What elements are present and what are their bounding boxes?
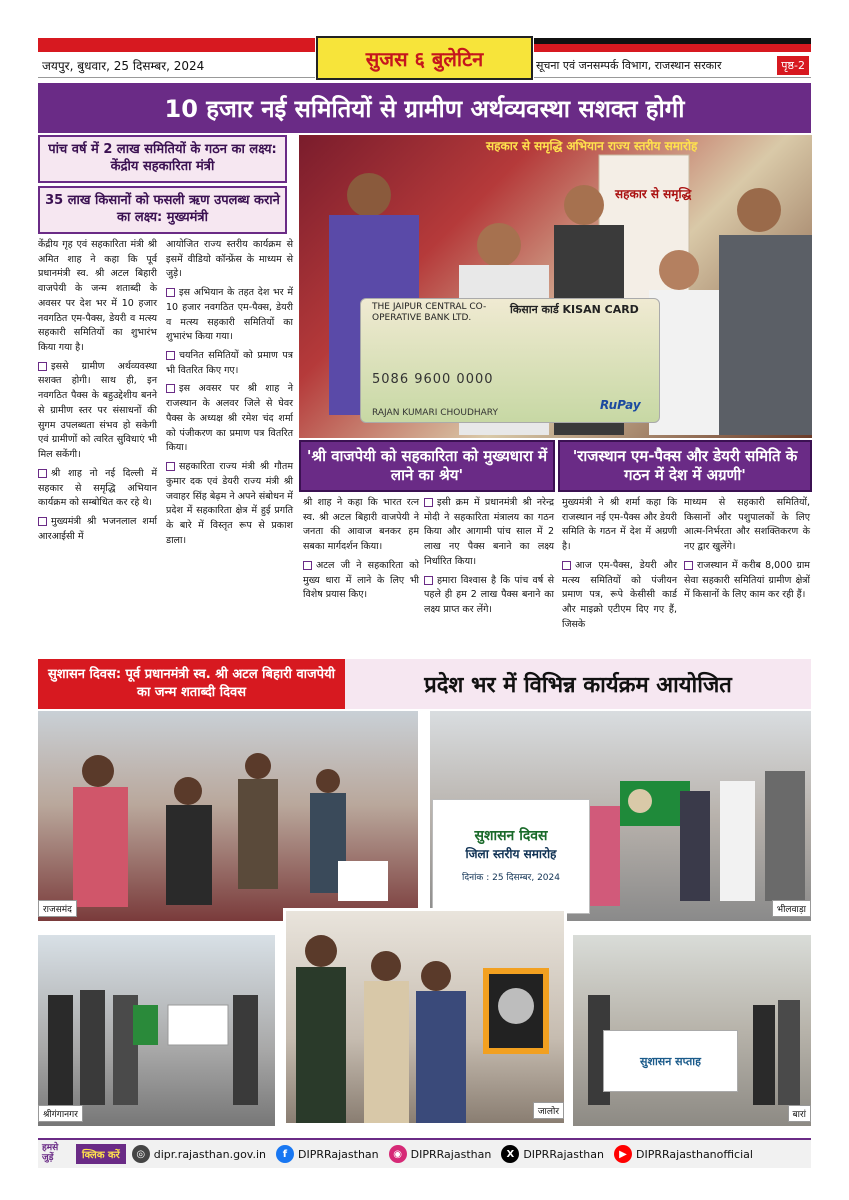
paragraph: अटल जी ने सहकारिता को मुख्य धारा में लाने के लिए भी विशेष प्रयास किए। [303,559,419,601]
card-bank-name: THE JAIPUR CENTRAL CO-OPERATIVE BANK LTD. [372,302,487,323]
article-column-2 [166,238,293,648]
square-bullet-icon [38,517,47,526]
paragraph: मुख्यमंत्री श्री भजनलाल शर्मा आरआईसी में [38,515,157,542]
square-bullet-icon [684,561,693,570]
paragraph: इस अवसर पर श्री शाह ने राजस्थान के अलवर जिले से घेवर पैक्स के अध्यक्ष श्री रमेश चंद शर्मा को पंजीकरण का प्रमाण पत्र वितरित किया। [166,383,293,454]
sushasan-saptah-banner: सुशासन सप्ताह [603,1030,738,1092]
subhead-1: पांच वर्ष में 2 लाख समितियों के गठन का लक्ष्य: केंद्रीय सहकारिता मंत्री [38,135,287,183]
subhead-2: 35 लाख किसानों को फसली ऋण उपलब्ध कराने का लक्ष्य: मुख्यमंत्री [38,186,287,234]
paragraph: इससे ग्रामीण अर्थव्यवस्था सशक्त होगी। साथ ही, इन नवगठित पैक्स के बहुउद्देशीय बनने से ग्रामीण स्तर पर संसाधनों की सुगम उपलब्धता संभव हो सकेगी एवं ग्रामीणों को त्वरित सुविधाएं भी मिल सकेंगी। [38,360,157,461]
globe-icon: ◎ [132,1145,150,1163]
photo-sriganganagar [38,935,275,1126]
banner-date: दिनांक : 25 दिसम्बर, 2024 [462,873,560,883]
facebook-icon: f [276,1145,294,1163]
square-bullet-icon [38,469,47,478]
article-column-1 [38,238,157,648]
square-bullet-icon [166,384,175,393]
paragraph: श्री शाह ने कहा कि भारत रत्न स्व. श्री अटल बिहारी वाजपेयी ने जनता की आवाज बनकर हम सबका मार्गदर्शन किया। [303,497,419,553]
square-bullet-icon [424,498,433,507]
tribute-people-illustration [286,911,567,1126]
masthead-strip-right-red [534,44,811,52]
department-name: सूचना एवं जनसम्पर्क विभाग, राजस्थान सरकार [536,59,722,72]
x-link[interactable]: X DIPRRajasthan [501,1145,604,1163]
photo-location-label: राजसमंद [38,900,77,917]
oath-people-illustration [38,711,418,921]
photo-caption: सहकार से समृद्धि अभियान राज्य स्तरीय समारोह [486,139,698,153]
photo-jalore [283,908,567,1126]
walk-people-illustration [38,935,275,1126]
square-bullet-icon [424,576,433,585]
photo-location-label: श्रीगंगानगर [38,1105,83,1122]
join-us-label: हमसे जुड़ें [42,1143,59,1163]
square-bullet-icon [166,351,175,360]
photo-location-label: जालोर [533,1102,564,1119]
facebook-link[interactable]: f DIPRRajasthan [276,1145,379,1163]
paragraph: राजस्थान में करीब 8,000 ग्राम सेवा सहकारी समितियां ग्रामीण क्षेत्रों में किसानों के लिए काम कर रही हैं। [684,559,810,601]
paragraph: इस अभियान के तहत देश भर में 10 हजार नवगठित एम-पैक्स, डेयरी व मत्स्य सहकारी समितियों का शुभारंभ किया गया। [166,287,293,343]
paragraph: माध्यम से सहकारी समितियों, किसानों और पशुपालकों के लिए आत्म-निर्भरता और सशक्तिकरण के नए द्वार खुलेंगे। [684,497,810,553]
photo-baran [573,935,811,1126]
card-title: किसान कार्ड KISAN CARD [510,303,639,316]
website-link[interactable]: ◎ dipr.rajasthan.gov.in [132,1145,266,1163]
dateline: जयपुर, बुधवार, 25 दिसम्बर, 2024 [38,54,315,78]
masthead-strip-left [38,38,315,52]
paragraph: श्री शाह नो नई दिल्ली में सहकार से समृद्धि अभियान कार्यक्रम को सम्बोधित कर रहे थे। [38,467,157,509]
youtube-icon: ▶ [614,1145,632,1163]
banner-subtitle: जिला स्तरीय समारोह [465,847,557,861]
article-column-5 [562,496,677,646]
square-bullet-icon [38,362,47,371]
article-column-3 [303,496,419,646]
square-bullet-icon [303,561,312,570]
paragraph: केंद्रीय गृह एवं सहकारिता मंत्री श्री अमित शाह ने कहा कि पूर्व प्रधानमंत्री स्व. श्री अटल बिहारी वाजपेयी के जन्म शताब्दी के अवसर पर देश भर में 10 हजार नवगठित एम-पैक्स, डेयरी व मत्स्य सहकारी समितियों का शुभारंभ किया गया है। [38,239,157,354]
paragraph: हमारा विश्वास है कि पांच वर्ष से पहले ही हम 2 लाख पैक्स बनाने का लक्ष्य प्राप्त कर लेंगे। [424,574,554,616]
article-column-6 [684,496,810,646]
quote-box-2: 'राजस्थान एम-पैक्स और डेयरी समिति के गठन में देश में अग्रणी' [558,440,812,492]
main-headline: 10 हजार नई समितियों से ग्रामीण अर्थव्यवस्था सशक्त होगी [38,83,811,133]
page-number: पृष्ठ-2 [777,56,809,75]
event-banner-text: सहकार से समृद्धि [615,187,692,201]
square-bullet-icon [166,288,175,297]
sushasan-banner [432,799,590,914]
photo-bhilwara [430,711,811,921]
photo-location-label: बारां [788,1105,811,1122]
youtube-link[interactable]: ▶ DIPRRajasthanofficial [614,1145,753,1163]
paragraph: आज एम-पैक्स, डेयरी और मत्स्य समितियों को पंजीयन प्रमाण पत्र, रूपे केसीसी कार्ड और माइक्रो एटीएम दिए गए हैं, जिसके [562,559,677,630]
photo-location-label: भीलवाड़ा [772,900,811,917]
quote-box-1: 'श्री वाजपेयी को सहकारिता को मुख्यधारा में लाने का श्रेय' [299,440,555,492]
rupay-logo: RuPay [600,398,641,412]
footer-bar [38,1138,811,1168]
photo-rajsamand [38,711,418,921]
instagram-link[interactable]: ◉ DIPRRajasthan [389,1145,492,1163]
paragraph: चयनित समितियों को प्रमाण पत्र भी वितरित किए गए। [166,350,293,376]
paragraph: मुख्यमंत्री ने श्री शर्मा कहा कि राजस्थान नई एम-पैक्स और डेयरी समिति के गठन में देश में अग्रणी है। [562,497,677,553]
square-bullet-icon [562,561,571,570]
card-holder-name: RAJAN KUMARI CHOUDHARY [372,408,498,418]
sujas-bulletin-logo: सुजस ६ बुलेटिन [316,36,533,80]
programs-headline: प्रदेश भर में विभिन्न कार्यक्रम आयोजित [345,659,811,709]
card-number: 5086 9600 0000 [372,372,494,387]
sushasan-diwas-title: सुशासन दिवस: पूर्व प्रधानमंत्री स्व. श्री अटल बिहारी वाजपेयी का जन्म शताब्दी दिवस [38,659,345,709]
instagram-icon: ◉ [389,1145,407,1163]
square-bullet-icon [166,462,175,471]
click-here-button[interactable]: क्लिक करें [76,1144,126,1164]
article-column-4 [424,496,554,646]
department-line [534,54,811,78]
paragraph: आयोजित राज्य स्तरीय कार्यक्रम से इसमें वीडियो कॉन्फ्रेंस के माध्यम से जुड़े। [166,239,293,280]
banner-title: सुशासन दिवस [474,828,548,844]
x-icon: X [501,1145,519,1163]
paragraph: इसी क्रम में प्रधानमंत्री श्री नरेन्द्र मोदी ने सहकारिता मंत्रालय का गठन किया और आगामी पांच साल में 2 लाख नए पैक्स बनाने का लक्ष्य निर्धारित किया। [424,497,554,567]
paragraph: सहकारिता राज्य मंत्री श्री गौतम कुमार दक एवं डेयरी राज्य मंत्री श्री जवाहर सिंह बेढ़म ने अपने संबोधन में प्रदेश में सहकारिता क्षेत्र में हुई प्रगति के बारे में विस्तृत रूप से प्रकाश डाला। [166,461,293,546]
